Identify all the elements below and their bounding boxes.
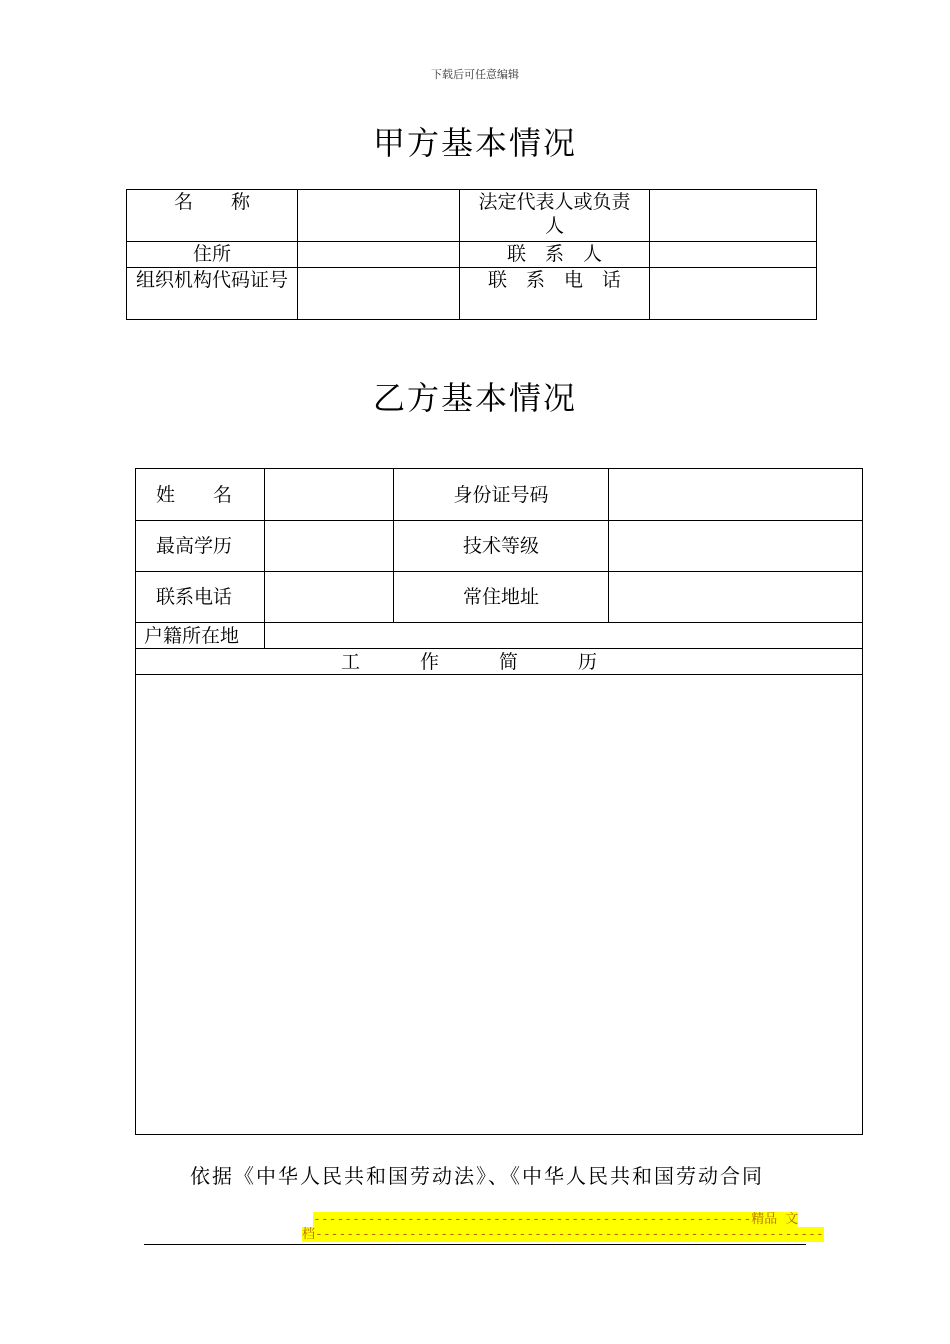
party-b-id-value[interactable] <box>609 469 863 521</box>
work-history-content[interactable] <box>136 675 863 1135</box>
party-b-title: 乙方基本情况 <box>372 379 577 417</box>
party-b-phone-label: 联系电话 <box>136 572 265 623</box>
header-note: 下载后可任意编辑 <box>431 68 519 81</box>
work-history-header: 工作简历 <box>136 649 863 675</box>
party-b-household-value[interactable] <box>265 623 863 649</box>
party-a-phone-value[interactable] <box>650 268 817 320</box>
party-a-name-label: 名 称 <box>127 190 298 242</box>
party-b-id-label: 身份证号码 <box>394 469 609 521</box>
highlight-line-2: 档----------------------------------------------------------------- <box>302 1227 824 1242</box>
highlight-line-1: --------------------------------------------------------精品 文 <box>313 1212 799 1227</box>
party-b-skill-label: 技术等级 <box>394 521 609 572</box>
party-b-education-label: 最高学历 <box>136 521 265 572</box>
party-b-education-value[interactable] <box>265 521 394 572</box>
party-a-contact-label: 联 系 人 <box>460 242 650 268</box>
party-b-address-value[interactable] <box>609 572 863 623</box>
party-a-table <box>126 189 817 320</box>
party-b-name-value[interactable] <box>265 469 394 521</box>
party-a-name-value[interactable] <box>298 190 460 242</box>
party-a-contact-value[interactable] <box>650 242 817 268</box>
party-a-address-label: 住所 <box>127 242 298 268</box>
party-a-phone-label: 联 系 电 话 <box>460 268 650 320</box>
footer-text: 依据《中华人民共和国劳动法》、《中华人民共和国劳动合同 <box>190 1164 764 1188</box>
party-b-household-label: 户籍所在地 <box>136 623 265 649</box>
party-b-skill-value[interactable] <box>609 521 863 572</box>
party-b-phone-value[interactable] <box>265 572 394 623</box>
bottom-rule <box>144 1244 806 1245</box>
party-a-org-code-value[interactable] <box>298 268 460 320</box>
party-b-address-label: 常住地址 <box>394 572 609 623</box>
party-b-name-label: 姓 名 <box>136 469 265 521</box>
party-a-legal-rep-value[interactable] <box>650 190 817 242</box>
party-a-title: 甲方基本情况 <box>372 124 577 162</box>
party-a-address-value[interactable] <box>298 242 460 268</box>
party-a-legal-rep-label: 法定代表人或负责人 <box>460 190 650 242</box>
party-a-org-code-label: 组织机构代码证号 <box>127 268 298 320</box>
party-b-table <box>135 468 863 1135</box>
